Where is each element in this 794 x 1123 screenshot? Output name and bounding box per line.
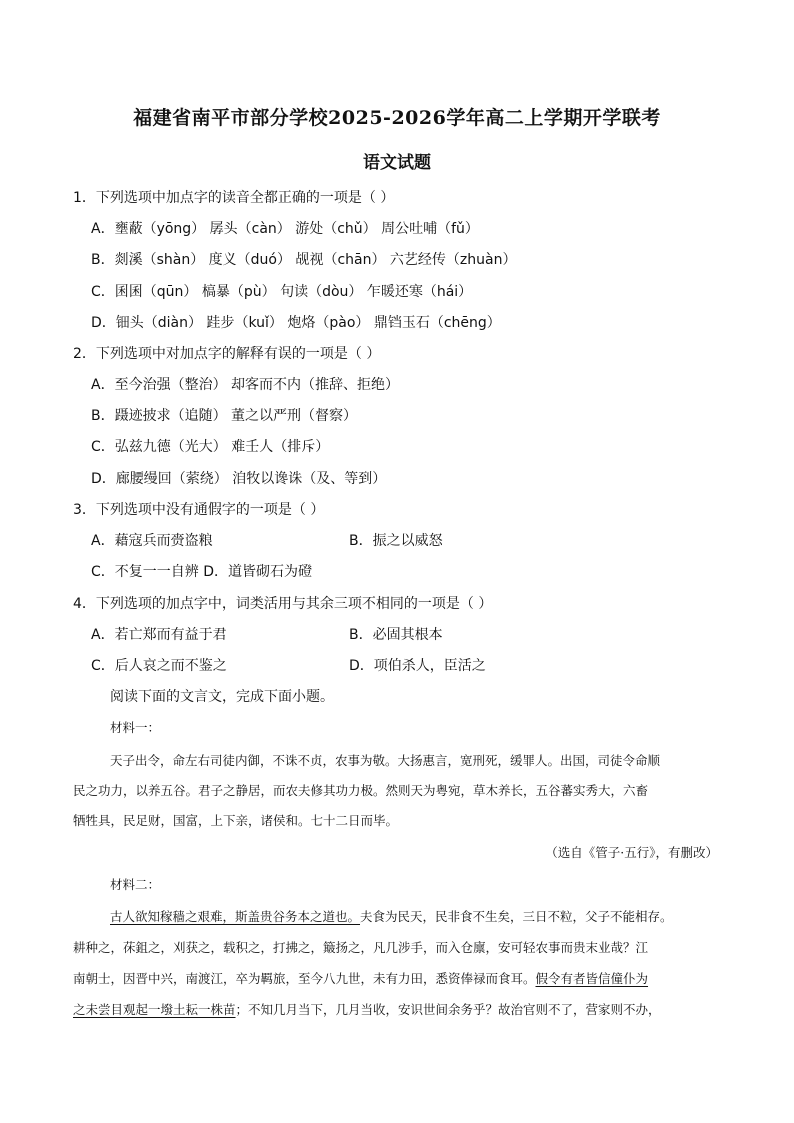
question-3-option-cd: C．不复一一自辨 D．道皆砌石为磴 <box>91 564 313 580</box>
material-2-line-2: 耕种之，茠鉏之，刈获之，载积之，打拂之，簸扬之，凡几涉手，而入仓廪，安可轻农事而贵末业哉？江 <box>73 940 649 955</box>
question-4-option-d: D．项伯杀人，臣活之 <box>349 658 486 674</box>
question-1-option-a: A．壅蔽（yōng） 孱头（càn） 游处（chǔ） 周公吐哺（fǔ） <box>91 221 479 237</box>
question-4-option-a: A．若亡郑而有益于君 <box>91 627 227 643</box>
material-2-underlined-sentence-2b: 之未尝目观起一墢土耘一株苗 <box>73 1002 236 1017</box>
material-2-line-4-rest: ；不知几月当下，几月当收，安识世间余务乎？故治官则不了，营家则不办， <box>235 1002 661 1017</box>
question-1-option-d: D．钿头（diàn） 跬步（kuǐ） 炮烙（pào） 鼎铛玉石（chēng） <box>91 315 501 331</box>
material-1-line-2: 民之功力，以养五谷。君子之静居，而农夫修其功力极。然则天为粤宛，草木养长，五谷蕃实秀大，六畜 <box>73 783 649 798</box>
question-2-option-a: A．至今治强（整治） 却客而不内（推辞、拒绝） <box>91 377 400 393</box>
question-3-option-b: B．振之以威怒 <box>349 533 443 549</box>
question-3-stem: 3．下列选项中没有通假字的一项是（ ） <box>73 502 325 518</box>
material-1-label: 材料一： <box>110 720 161 735</box>
question-1-option-c: C．囷囷（qūn） 槁暴（pù） 句读（dòu） 乍暖还寒（hái） <box>91 284 473 300</box>
material-2-line-4 <box>73 1000 723 1018</box>
question-1-option-b: B．剡溪（shàn） 度义（duó） 觇视（chān） 六艺经传（zhuàn） <box>91 252 517 268</box>
question-1-stem: 1．下列选项中加点字的读音全都正确的一项是（ ） <box>73 190 395 206</box>
question-4-option-b: B．必固其根本 <box>349 627 443 643</box>
material-2-line-3 <box>73 969 723 987</box>
question-2-option-c: C．弘兹九德（光大） 难壬人（排斥） <box>91 439 330 455</box>
material-1-line-3: 牺牲具，民足财，国富，上下亲，诸侯和。七十二日而毕。 <box>73 813 399 828</box>
material-2-line-1 <box>73 907 723 925</box>
exam-subtitle: 语文试题 <box>363 153 431 173</box>
question-2-stem: 2．下列选项中对加点字的解释有误的一项是（ ） <box>73 346 381 362</box>
question-2-option-b: B．蹑迹披求（追随） 董之以严刑（督察） <box>91 408 358 424</box>
material-2-line-3-plain: 南朝士，因晋中兴，南渡江，卒为羁旅，至今八九世，未有力田，悉资俸禄而食耳。 <box>73 971 536 986</box>
material-2-label: 材料二： <box>110 877 161 892</box>
material-2-underlined-sentence-2a: 假令有者皆信僮仆为 <box>535 971 649 986</box>
question-2-option-d: D．廊腰缦回（萦绕） 洎牧以谗诛（及、等到） <box>91 471 387 487</box>
question-4-stem: 4．下列选项的加点字中，词类活用与其余三项不相同的一项是（ ） <box>73 596 493 612</box>
reading-instruction: 阅读下面的文言文，完成下面小题。 <box>110 689 334 705</box>
material-1-line-1: 天子出令，命左右司徒内御，不诛不贞，农事为敬。大扬惠言，宽刑死，缓罪人。出国，司徒令命顺 <box>110 753 661 768</box>
question-4-option-c: C．后人哀之而不鉴之 <box>91 658 227 674</box>
exam-title: 福建省南平市部分学校2025-2026学年高二上学期开学联考 <box>133 107 661 129</box>
material-2-underlined-sentence-1: 古人欲知稼穑之艰难，斯盖贵谷务本之道也。 <box>110 909 361 924</box>
material-2-line-1-rest: 夫食为民天，民非食不生矣，三日不粒，父子不能相存。 <box>360 909 673 924</box>
material-1-source: （选自《管子·五行》，有删改） <box>545 845 718 860</box>
question-3-option-a: A．藉寇兵而赍盗粮 <box>91 533 213 549</box>
